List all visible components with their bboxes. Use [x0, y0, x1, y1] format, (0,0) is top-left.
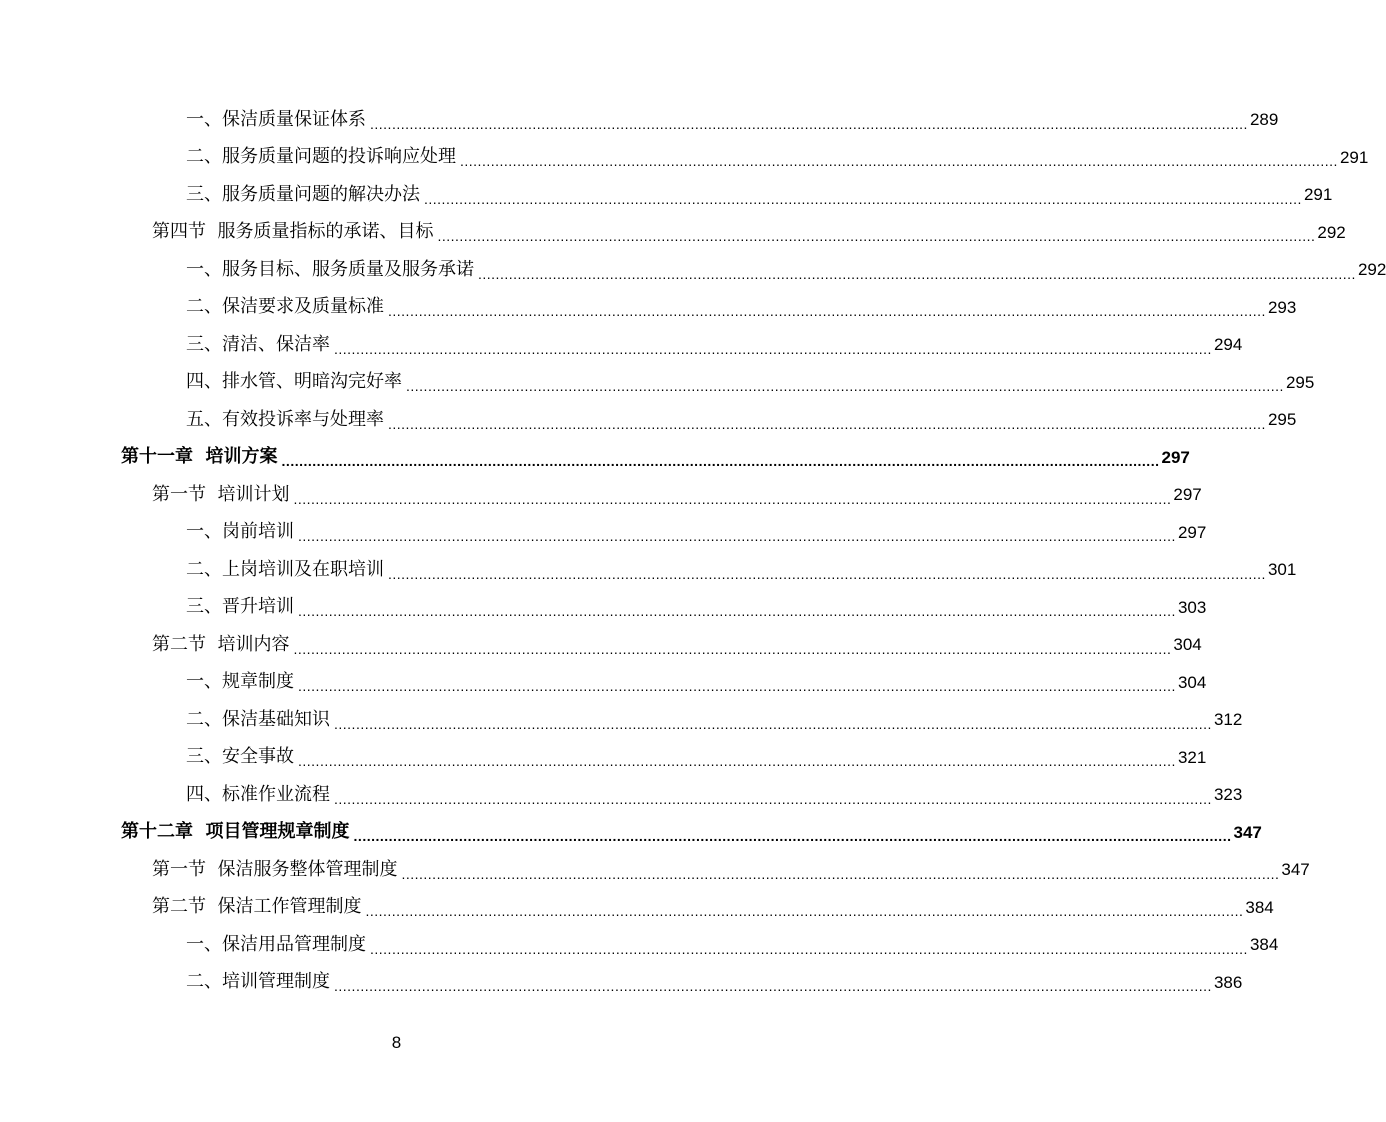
- toc-entry-page: 292: [1357, 260, 1386, 280]
- toc-entry-label: 第一节 培训计划: [152, 483, 290, 505]
- toc-entry[interactable]: [0, 926, 1279, 964]
- toc-section-entry[interactable]: [0, 626, 1202, 664]
- page-number: 8: [391, 1033, 402, 1052]
- toc-entry[interactable]: [0, 551, 1297, 589]
- toc-dot-leader: ........................................................................................................................................................................................................: [424, 190, 1302, 207]
- toc-entry[interactable]: [0, 364, 1315, 402]
- toc-dot-leader: ........................................................................................................................................................................................................: [298, 603, 1176, 619]
- toc-dot-leader: ........................................................................................................................................................................................................: [370, 115, 1248, 132]
- toc-dot-leader: ........................................................................................................................................................................................................: [388, 565, 1266, 582]
- toc-section-entry[interactable]: [0, 214, 1346, 252]
- toc-entry-page: 292: [1317, 222, 1346, 242]
- toc-dot-leader: ........................................................................................................................................................................................................: [298, 678, 1176, 694]
- toc-entry-page: 304: [1177, 672, 1207, 692]
- toc-entry[interactable]: [0, 176, 1333, 214]
- toc-entry-label: 第四节 服务质量指标的承诺、目标: [152, 221, 434, 243]
- toc-entry-page: 289: [1249, 110, 1279, 130]
- toc-entry[interactable]: [0, 101, 1279, 139]
- toc-entry-page: 295: [1267, 410, 1297, 430]
- toc-section-entry[interactable]: [0, 476, 1202, 514]
- toc-entry-page: 384: [1245, 897, 1274, 917]
- toc-entry[interactable]: [0, 776, 1243, 814]
- toc-dot-leader: ........................................................................................................................................................................................................: [388, 415, 1266, 432]
- toc-entry-label: 三、晋升培训: [186, 596, 294, 618]
- toc-entry-label: 四、标准作业流程: [186, 783, 330, 805]
- toc-entry[interactable]: [0, 664, 1207, 702]
- toc-entry-label: 二、培训管理制度: [186, 971, 330, 993]
- toc-entry-page: 291: [1339, 147, 1369, 167]
- toc-entry-page: 347: [1233, 822, 1262, 842]
- toc-entry[interactable]: [0, 289, 1297, 327]
- toc-entry-label: 二、上岗培训及在职培训: [186, 558, 384, 580]
- toc-entry[interactable]: [0, 251, 1386, 289]
- toc-entry-page: 303: [1177, 597, 1207, 617]
- toc-entry-label: 一、岗前培训: [186, 521, 294, 543]
- toc-entry-page: 323: [1213, 785, 1243, 805]
- toc-entry[interactable]: [0, 739, 1207, 777]
- toc-section-entry[interactable]: [0, 851, 1310, 889]
- toc-dot-leader: ........................................................................................................................................................................................................: [388, 303, 1266, 319]
- toc-entry-label: 第二节 保洁工作管理制度: [152, 896, 362, 918]
- toc-dot-leader: ........................................................................................................................................................................................................: [334, 790, 1212, 807]
- toc-chapter-entry[interactable]: [0, 439, 1190, 477]
- toc-entry-label: 一、保洁质量保证体系: [186, 108, 366, 130]
- toc-entry-label: 二、保洁基础知识: [186, 708, 330, 730]
- toc-dot-leader: ........................................................................................................................................................................................................: [334, 978, 1212, 994]
- toc-entry-page: 312: [1213, 710, 1243, 730]
- toc-entry-label: 三、安全事故: [186, 746, 294, 768]
- toc-entry-label: 第十一章 培训方案: [121, 446, 278, 468]
- toc-entry-label: 第十二章 项目管理规章制度: [121, 821, 350, 843]
- toc-entry[interactable]: [0, 514, 1207, 552]
- toc-entry[interactable]: [0, 701, 1243, 739]
- toc-dot-leader: ........................................................................................................................................................................................................: [437, 228, 1316, 244]
- toc-entry-label: 一、保洁用品管理制度: [186, 933, 366, 955]
- toc-entry-page: 291: [1303, 185, 1333, 205]
- toc-entry-label: 三、服务质量问题的解决办法: [186, 183, 420, 205]
- toc-entry-page: 384: [1249, 935, 1279, 955]
- toc-entry[interactable]: [0, 589, 1207, 627]
- toc-dot-leader: ........................................................................................................................................................................................................: [293, 490, 1172, 507]
- toc-dot-leader: ........................................................................................................................................................................................................: [478, 265, 1356, 282]
- toc-entry-page: 293: [1267, 297, 1297, 317]
- toc-dot-leader: ........................................................................................................................................................................................................: [365, 903, 1244, 919]
- toc-entry[interactable]: [0, 326, 1243, 364]
- toc-dot-leader: ........................................................................................................................................................................................................: [281, 453, 1160, 469]
- toc-entry-page: 347: [1281, 860, 1310, 880]
- toc-entry-label: 第二节 培训内容: [152, 633, 290, 655]
- toc-entry-label: 二、服务质量问题的投诉响应处理: [186, 146, 456, 168]
- toc-entry[interactable]: [0, 401, 1297, 439]
- toc-entry[interactable]: [0, 139, 1369, 177]
- toc-entry-page: 294: [1213, 335, 1243, 355]
- toc-entry-page: 297: [1173, 485, 1202, 505]
- toc-dot-leader: ........................................................................................................................................................................................................: [460, 153, 1338, 169]
- toc-entry-label: 一、服务目标、服务质量及服务承诺: [186, 258, 474, 280]
- toc-dot-leader: ........................................................................................................................................................................................................: [334, 715, 1212, 732]
- table-of-contents: [0, 101, 1386, 1001]
- toc-entry-page: 386: [1213, 972, 1243, 992]
- toc-dot-leader: ........................................................................................................................................................................................................: [298, 753, 1176, 769]
- toc-entry-page: 301: [1267, 560, 1297, 580]
- toc-dot-leader: ........................................................................................................................................................................................................: [406, 378, 1284, 394]
- toc-entry[interactable]: [0, 964, 1243, 1002]
- toc-dot-leader: ........................................................................................................................................................................................................: [353, 828, 1232, 844]
- toc-dot-leader: ........................................................................................................................................................................................................: [370, 940, 1248, 957]
- toc-entry-label: 三、清洁、保洁率: [186, 333, 330, 355]
- toc-entry-page: 297: [1177, 522, 1207, 542]
- toc-entry-label: 五、有效投诉率与处理率: [186, 408, 384, 430]
- toc-section-entry[interactable]: [0, 889, 1274, 927]
- toc-entry-label: 二、保洁要求及质量标准: [186, 296, 384, 318]
- toc-entry-label: 第一节 保洁服务整体管理制度: [152, 858, 398, 880]
- toc-dot-leader: ........................................................................................................................................................................................................: [401, 865, 1280, 882]
- toc-entry-page: 304: [1173, 635, 1202, 655]
- toc-dot-leader: ........................................................................................................................................................................................................: [293, 640, 1172, 657]
- toc-entry-label: 四、排水管、明暗沟完好率: [186, 371, 402, 393]
- toc-chapter-entry[interactable]: [0, 814, 1262, 852]
- toc-entry-page: 321: [1177, 747, 1207, 767]
- toc-entry-page: 297: [1161, 447, 1190, 467]
- toc-entry-label: 一、规章制度: [186, 671, 294, 693]
- toc-dot-leader: ........................................................................................................................................................................................................: [298, 528, 1176, 544]
- toc-entry-page: 295: [1285, 372, 1315, 392]
- toc-dot-leader: ........................................................................................................................................................................................................: [334, 340, 1212, 357]
